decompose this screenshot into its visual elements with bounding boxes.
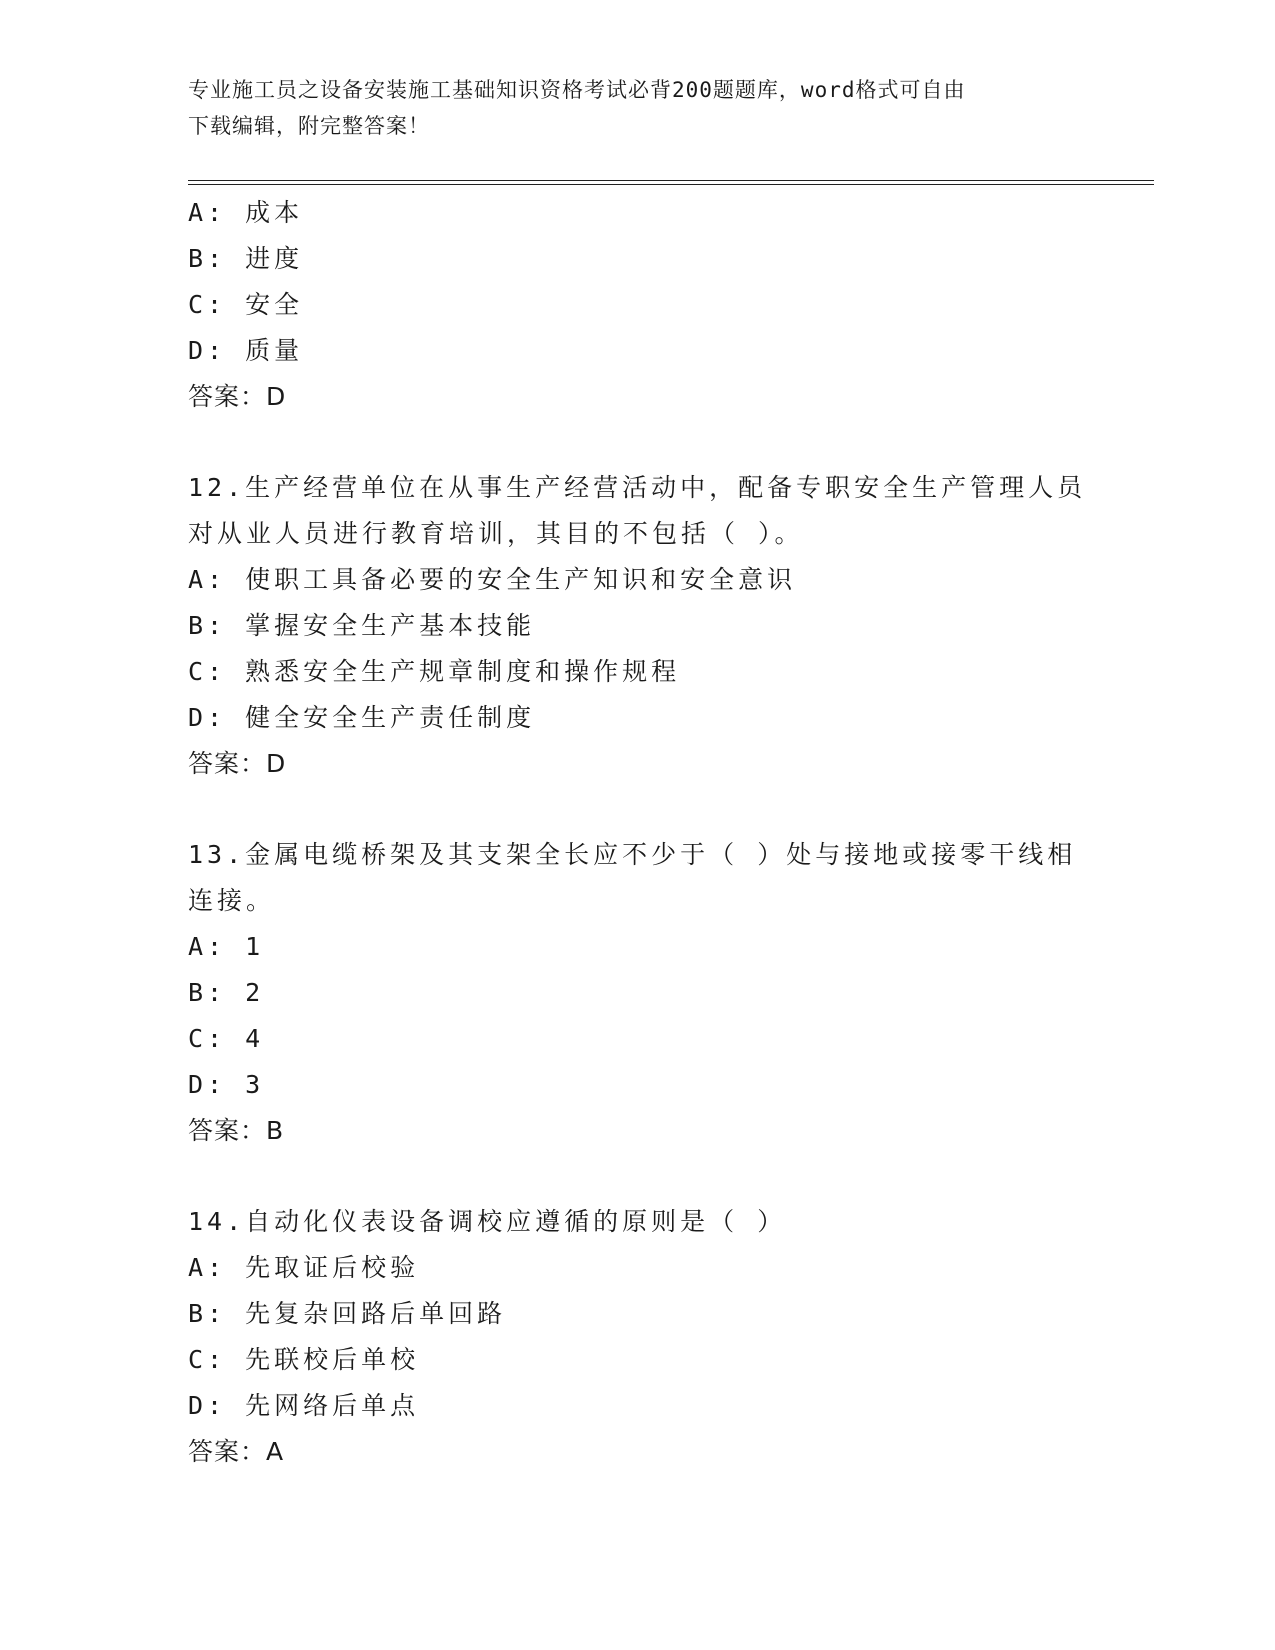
header-line-2: 下载编辑，附完整答案！	[188, 114, 430, 138]
option-c: C: 熟悉安全生产规章制度和操作规程	[188, 657, 681, 686]
question-14	[188, 1199, 1088, 1475]
header-line-1: 专业施工员之设备安装施工基础知识资格考试必背200题题库，word格式可自由	[188, 78, 966, 102]
option-c: C: 先联校后单校	[188, 1345, 420, 1374]
question-11	[188, 190, 1088, 420]
option-a: A: 使职工具备必要的安全生产知识和安全意识	[188, 565, 797, 594]
answer: 答案：A	[188, 1437, 285, 1466]
option-b: B: 先复杂回路后单回路	[188, 1299, 507, 1328]
option-c: C: 4	[188, 1024, 265, 1053]
header-divider-top	[188, 180, 1154, 181]
option-a: A: 1	[188, 932, 265, 961]
question-13	[188, 832, 1088, 1154]
option-a: A: 成本	[188, 198, 304, 227]
option-d: D: 健全安全生产责任制度	[188, 703, 536, 732]
option-b: B: 2	[188, 978, 265, 1007]
question-stem-line-1: 13.金属电缆桥架及其支架全长应不少于（ ）处与接地或接零干线相	[188, 840, 1077, 869]
option-d: D: 质量	[188, 336, 304, 365]
answer: 答案：B	[188, 1116, 285, 1145]
option-c: C: 安全	[188, 290, 304, 319]
option-b: B: 掌握安全生产基本技能	[188, 611, 536, 640]
answer: 答案：D	[188, 382, 287, 411]
question-stem-line-1: 14.自动化仪表设备调校应遵循的原则是（ ）	[188, 1207, 787, 1236]
question-stem-line-1: 12.生产经营单位在从事生产经营活动中，配备专职安全生产管理人员	[188, 473, 1087, 502]
question-12	[188, 465, 1088, 787]
answer: 答案：D	[188, 749, 287, 778]
option-b: B: 进度	[188, 244, 304, 273]
question-stem-line-2: 连接。	[188, 886, 276, 915]
option-d: D: 先网络后单点	[188, 1391, 420, 1420]
document-header	[188, 72, 1088, 144]
question-stem-line-2: 对从业人员进行教育培训，其目的不包括（ ）。	[188, 519, 804, 548]
option-a: A: 先取证后校验	[188, 1253, 420, 1282]
option-d: D: 3	[188, 1070, 265, 1099]
header-divider-bottom	[188, 184, 1154, 185]
question-list	[188, 190, 1088, 1475]
